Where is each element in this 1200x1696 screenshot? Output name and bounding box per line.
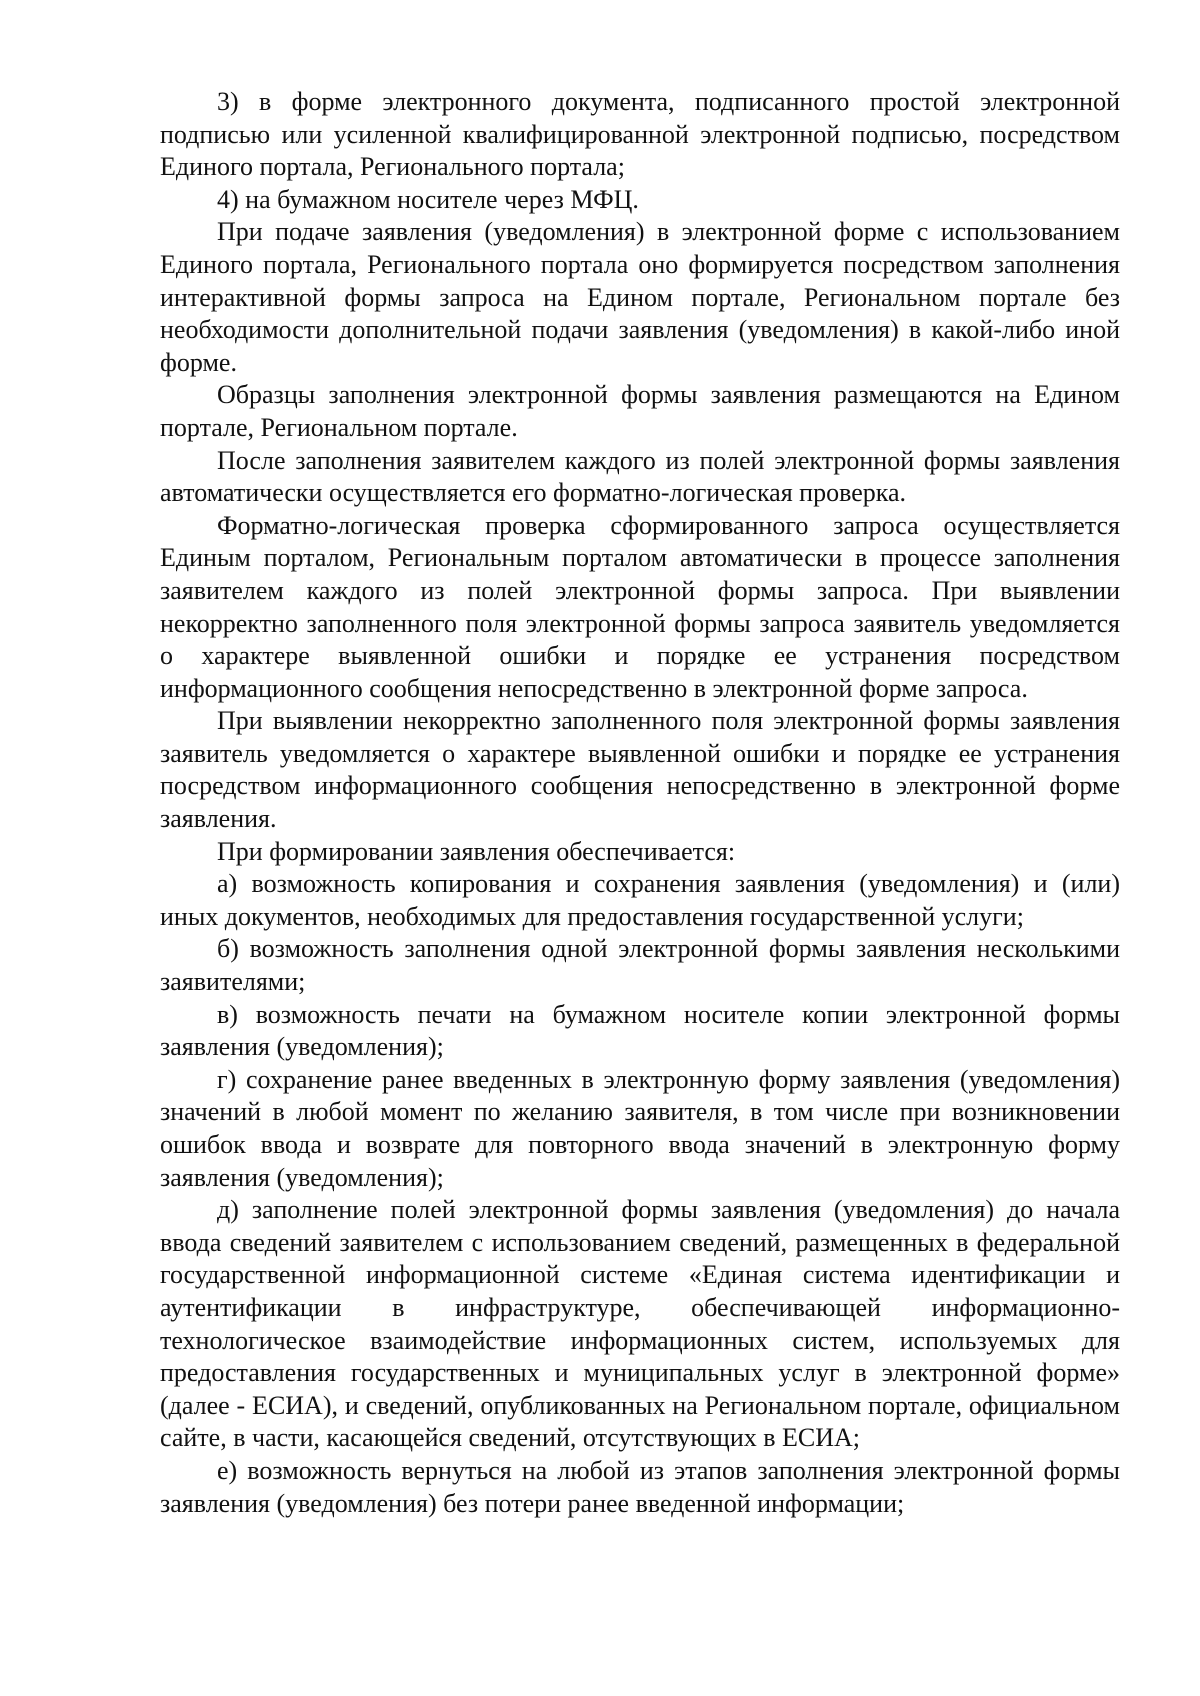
paragraph-item-4: 4) на бумажном носителе через МФЦ. <box>217 184 639 214</box>
paragraph-item-3: 3) в форме электронного документа, подписанного простой электронной подписью или усиленной квалифицированной электронной подписью, посредством Единого портала, Регионального портала; <box>160 87 1120 182</box>
paragraph-error-notification: При выявлении некорректно заполненного поля электронной формы заявления заявитель уведомляется о характере выявленной ошибки и порядке ее устранения посредством информационного сообщения непосредственно в электронной форме заявления. <box>160 706 1120 834</box>
paragraph-auto-check: После заполнения заявителем каждого из полей электронной формы заявления автоматически осуществляется его форматно-логическая проверка. <box>160 445 1120 508</box>
list-item-d: д) заполнение полей электронной формы заявления (уведомления) до начала ввода сведений заявителем с использованием сведений, размещенных в федеральной государственной информационной системе «Единая система идентификации и аутентификации в инфраструктуре, обеспечивающей информационно-технологическое взаимодействие информационных систем, используемых для предоставления государственных и муниципальных услуг в электронной форме» (далее - ЕСИА), и сведений, опубликованных на Региональном портале, официальном сайте, в части, касающейся сведений, отсутствующих в ЕСИА; <box>160 1195 1120 1453</box>
paragraph-form-samples: Образцы заполнения электронной формы заявления размещаются на Едином портале, Региональном портале. <box>160 380 1120 442</box>
list-item-b: б) возможность заполнения одной электронной формы заявления несколькими заявителями; <box>160 934 1120 997</box>
paragraph-format-logic-check: Форматно-логическая проверка сформированного запроса осуществляется Единым порталом, Региональным порталом автоматически в процессе заполнения заявителем каждого из полей электронной формы запроса. При выявлении некорректно заполненного поля электронной формы запроса заявитель уведомляется о характере выявленной ошибки и порядке ее устранения посредством информационного сообщения непосредственно в электронной форме запроса. <box>160 510 1120 703</box>
list-item-g: г) сохранение ранее введенных в электронную форму заявления (уведомления) значений в любой момент по желанию заявителя, в том числе при возникновении ошибок ввода и возврате для повторного ввода значений в электронную форму заявления (уведомления); <box>160 1064 1120 1192</box>
list-item-v: в) возможность печати на бумажном носителе копии электронной формы заявления (уведомления); <box>160 999 1120 1062</box>
paragraph-electronic-submission: При подаче заявления (уведомления) в электронной форме с использованием Единого портала, Регионального портала оно формируется посредством заполнения интерактивной формы запроса на Едином портале, Региональном портале без необходимости дополнительной подачи заявления (уведомления) в какой-либо иной форме. <box>160 217 1120 377</box>
paragraph-provisions-intro: При формировании заявления обеспечивается: <box>217 836 736 866</box>
document-body <box>160 86 1120 1520</box>
list-item-a: а) возможность копирования и сохранения заявления (уведомления) и (или) иных документов, необходимых для предоставления государственной услуги; <box>160 869 1120 931</box>
list-item-e: е) возможность вернуться на любой из этапов заполнения электронной формы заявления (уведомления) без потери ранее введенной информации; <box>160 1455 1120 1518</box>
